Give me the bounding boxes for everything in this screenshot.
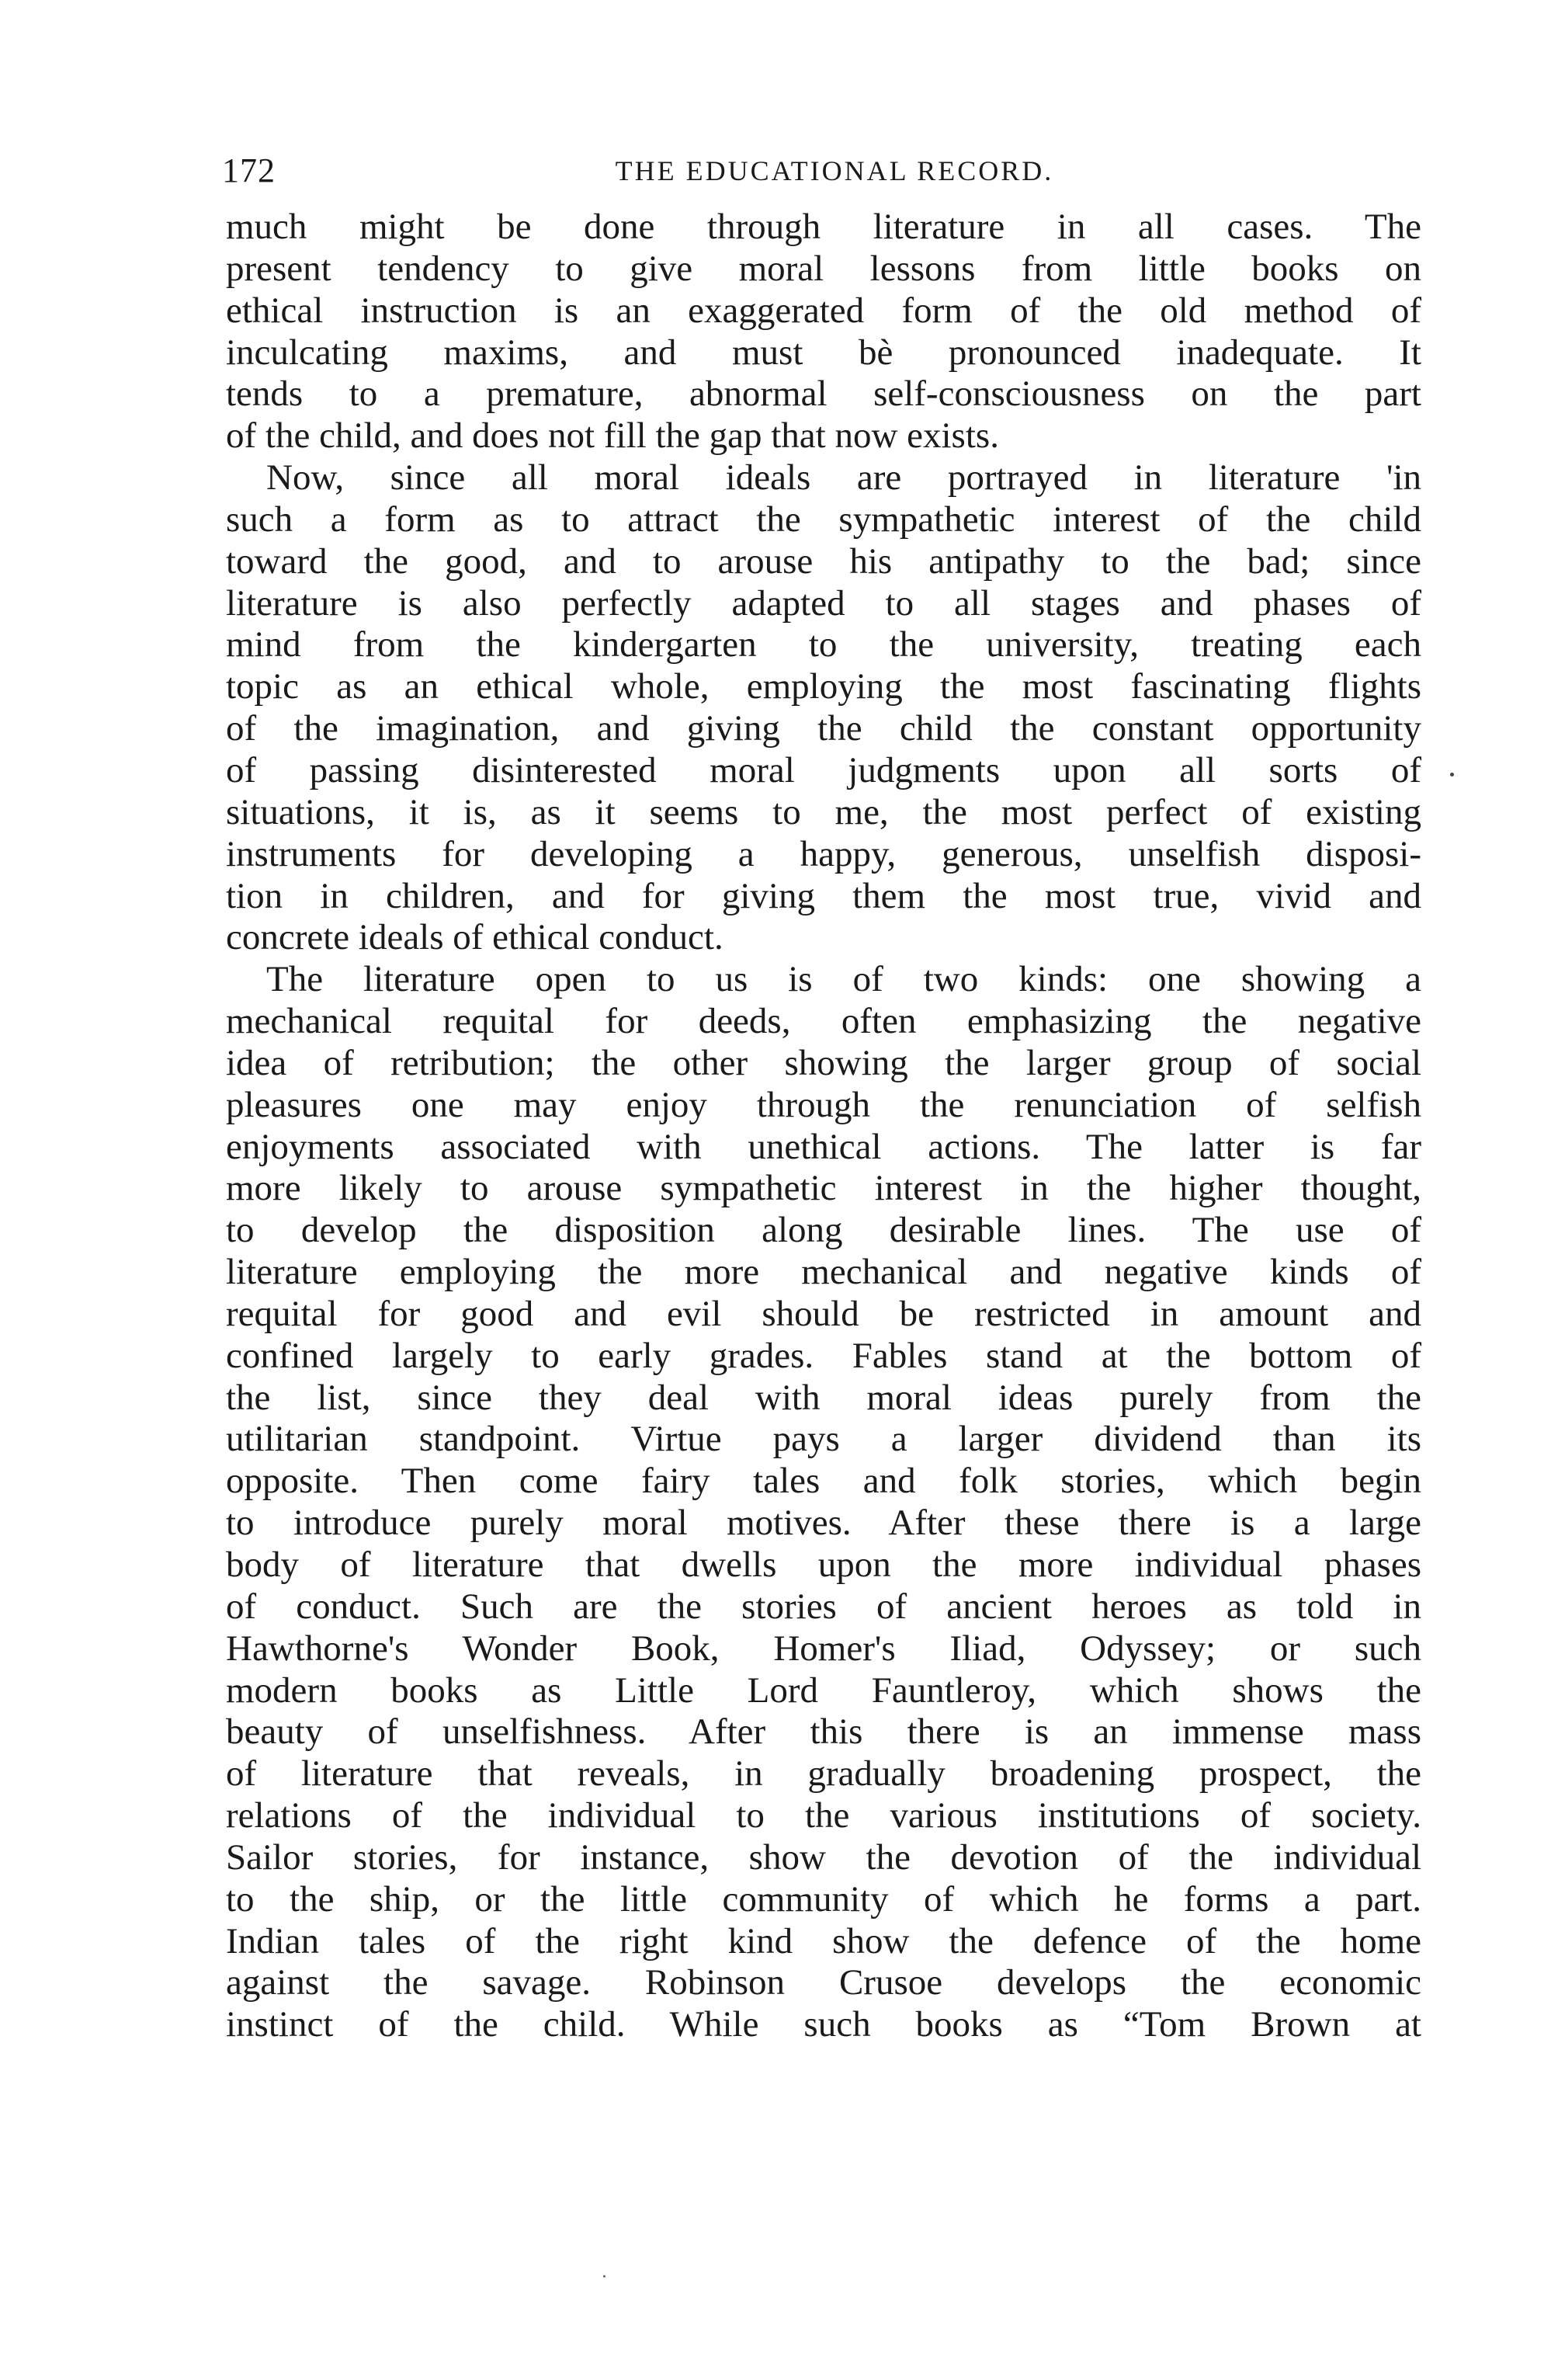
text-line: Now, since all moral ideals are portrayed in literature 'in — [266, 457, 1421, 499]
text-line: requital for good and evil should be restricted in amount and — [226, 1293, 1421, 1334]
page-number: 172 — [222, 151, 276, 189]
text-line: mind from the kindergarten to the university, treating each — [226, 624, 1421, 665]
text-line: instinct of the child. While such books as “Tom Brown at — [226, 2004, 1421, 2045]
text-line: Hawthorne's Wonder Book, Homer's Iliad, Odyssey; or such — [226, 1628, 1421, 1669]
text-line: Sailor stories, for instance, show the devotion of the individual — [226, 1836, 1421, 1878]
text-line: more likely to arouse sympathetic interest in the higher thought, — [226, 1168, 1421, 1209]
journal-title: THE EDUCATIONAL RECORD. — [615, 155, 1054, 186]
text-line: The literature open to us is of two kinds: one showing a — [266, 959, 1421, 1000]
text-line: literature employing the more mechanical and negative kinds of — [226, 1252, 1421, 1293]
text-line: to introduce purely moral motives. After these there is a large — [226, 1503, 1421, 1544]
text-line: instruments for developing a happy, generous, unselfish disposi- — [226, 833, 1421, 874]
text-line: idea of retribution; the other showing the larger group of social — [226, 1042, 1421, 1083]
text-line: to the ship, or the little community of which he forms a part. — [226, 1878, 1421, 1920]
text-line: pleasures one may enjoy through the renunciation of selfish — [226, 1084, 1421, 1125]
text-line: the list, since they deal with moral ideas purely from the — [226, 1377, 1421, 1418]
text-line: ethical instruction is an exaggerated form of the old method of — [226, 290, 1421, 331]
text-line: toward the good, and to arouse his antipathy to the bad; since — [226, 540, 1421, 582]
text-line: of the child, and does not fill the gap that now exists. — [226, 415, 999, 457]
text-line: much might be done through literature in all cases. The — [226, 207, 1421, 247]
text-line: tion in children, and for giving them the most true, vivid and — [226, 875, 1421, 916]
text-line: literature is also perfectly adapted to all stages and phases of — [226, 582, 1421, 624]
text-line: beauty of unselfishness. After this there is an immense mass — [226, 1711, 1421, 1753]
text-line: mechanical requital for deeds, often emphasizing the negative — [226, 1001, 1421, 1042]
body-text — [226, 207, 1421, 2046]
text-line: modern books as Little Lord Fauntleroy, which shows the — [226, 1669, 1421, 1711]
print-speck — [1450, 773, 1454, 777]
text-line: concrete ideals of ethical conduct. — [226, 917, 723, 958]
text-line: of conduct. Such are the stories of ancient heroes as told in — [226, 1586, 1421, 1627]
text-line: inculcating maxims, and must bè pronounced inadequate. It — [226, 332, 1421, 373]
print-speck — [603, 2275, 605, 2278]
text-line: present tendency to give moral lessons from little books on — [226, 248, 1421, 289]
text-line: body of literature that dwells upon the more individual phases — [226, 1544, 1421, 1585]
text-line: enjoyments associated with unethical actions. The latter is far — [226, 1126, 1421, 1167]
text-line: utilitarian standpoint. Virtue pays a larger dividend than its — [226, 1419, 1421, 1460]
text-line: to develop the disposition along desirable lines. The use of — [226, 1210, 1421, 1251]
text-line: of literature that reveals, in gradually broadening prospect, the — [226, 1753, 1421, 1795]
text-line: confined largely to early grades. Fables stand at the bottom of — [226, 1335, 1421, 1376]
text-line: situations, it is, as it seems to me, the most perfect of existing — [226, 791, 1421, 832]
text-line: against the savage. Robinson Crusoe develops the economic — [226, 1962, 1421, 2003]
text-line: of passing disinterested moral judgments upon all sorts of — [226, 749, 1421, 790]
text-line: of the imagination, and giving the child the constant opportunity — [226, 708, 1421, 749]
text-line: topic as an ethical whole, employing the most fascinating flights — [226, 666, 1421, 707]
text-line: opposite. Then come fairy tales and folk stories, which begin — [226, 1461, 1421, 1502]
text-line: such a form as to attract the sympathetic interest of the child — [226, 499, 1421, 540]
text-line: Indian tales of the right kind show the defence of the home — [226, 1920, 1421, 1961]
running-head — [222, 148, 1416, 194]
text-line: relations of the individual to the various institutions of society. — [226, 1795, 1421, 1836]
text-line: tends to a premature, abnormal self-consciousness on the part — [226, 374, 1421, 415]
